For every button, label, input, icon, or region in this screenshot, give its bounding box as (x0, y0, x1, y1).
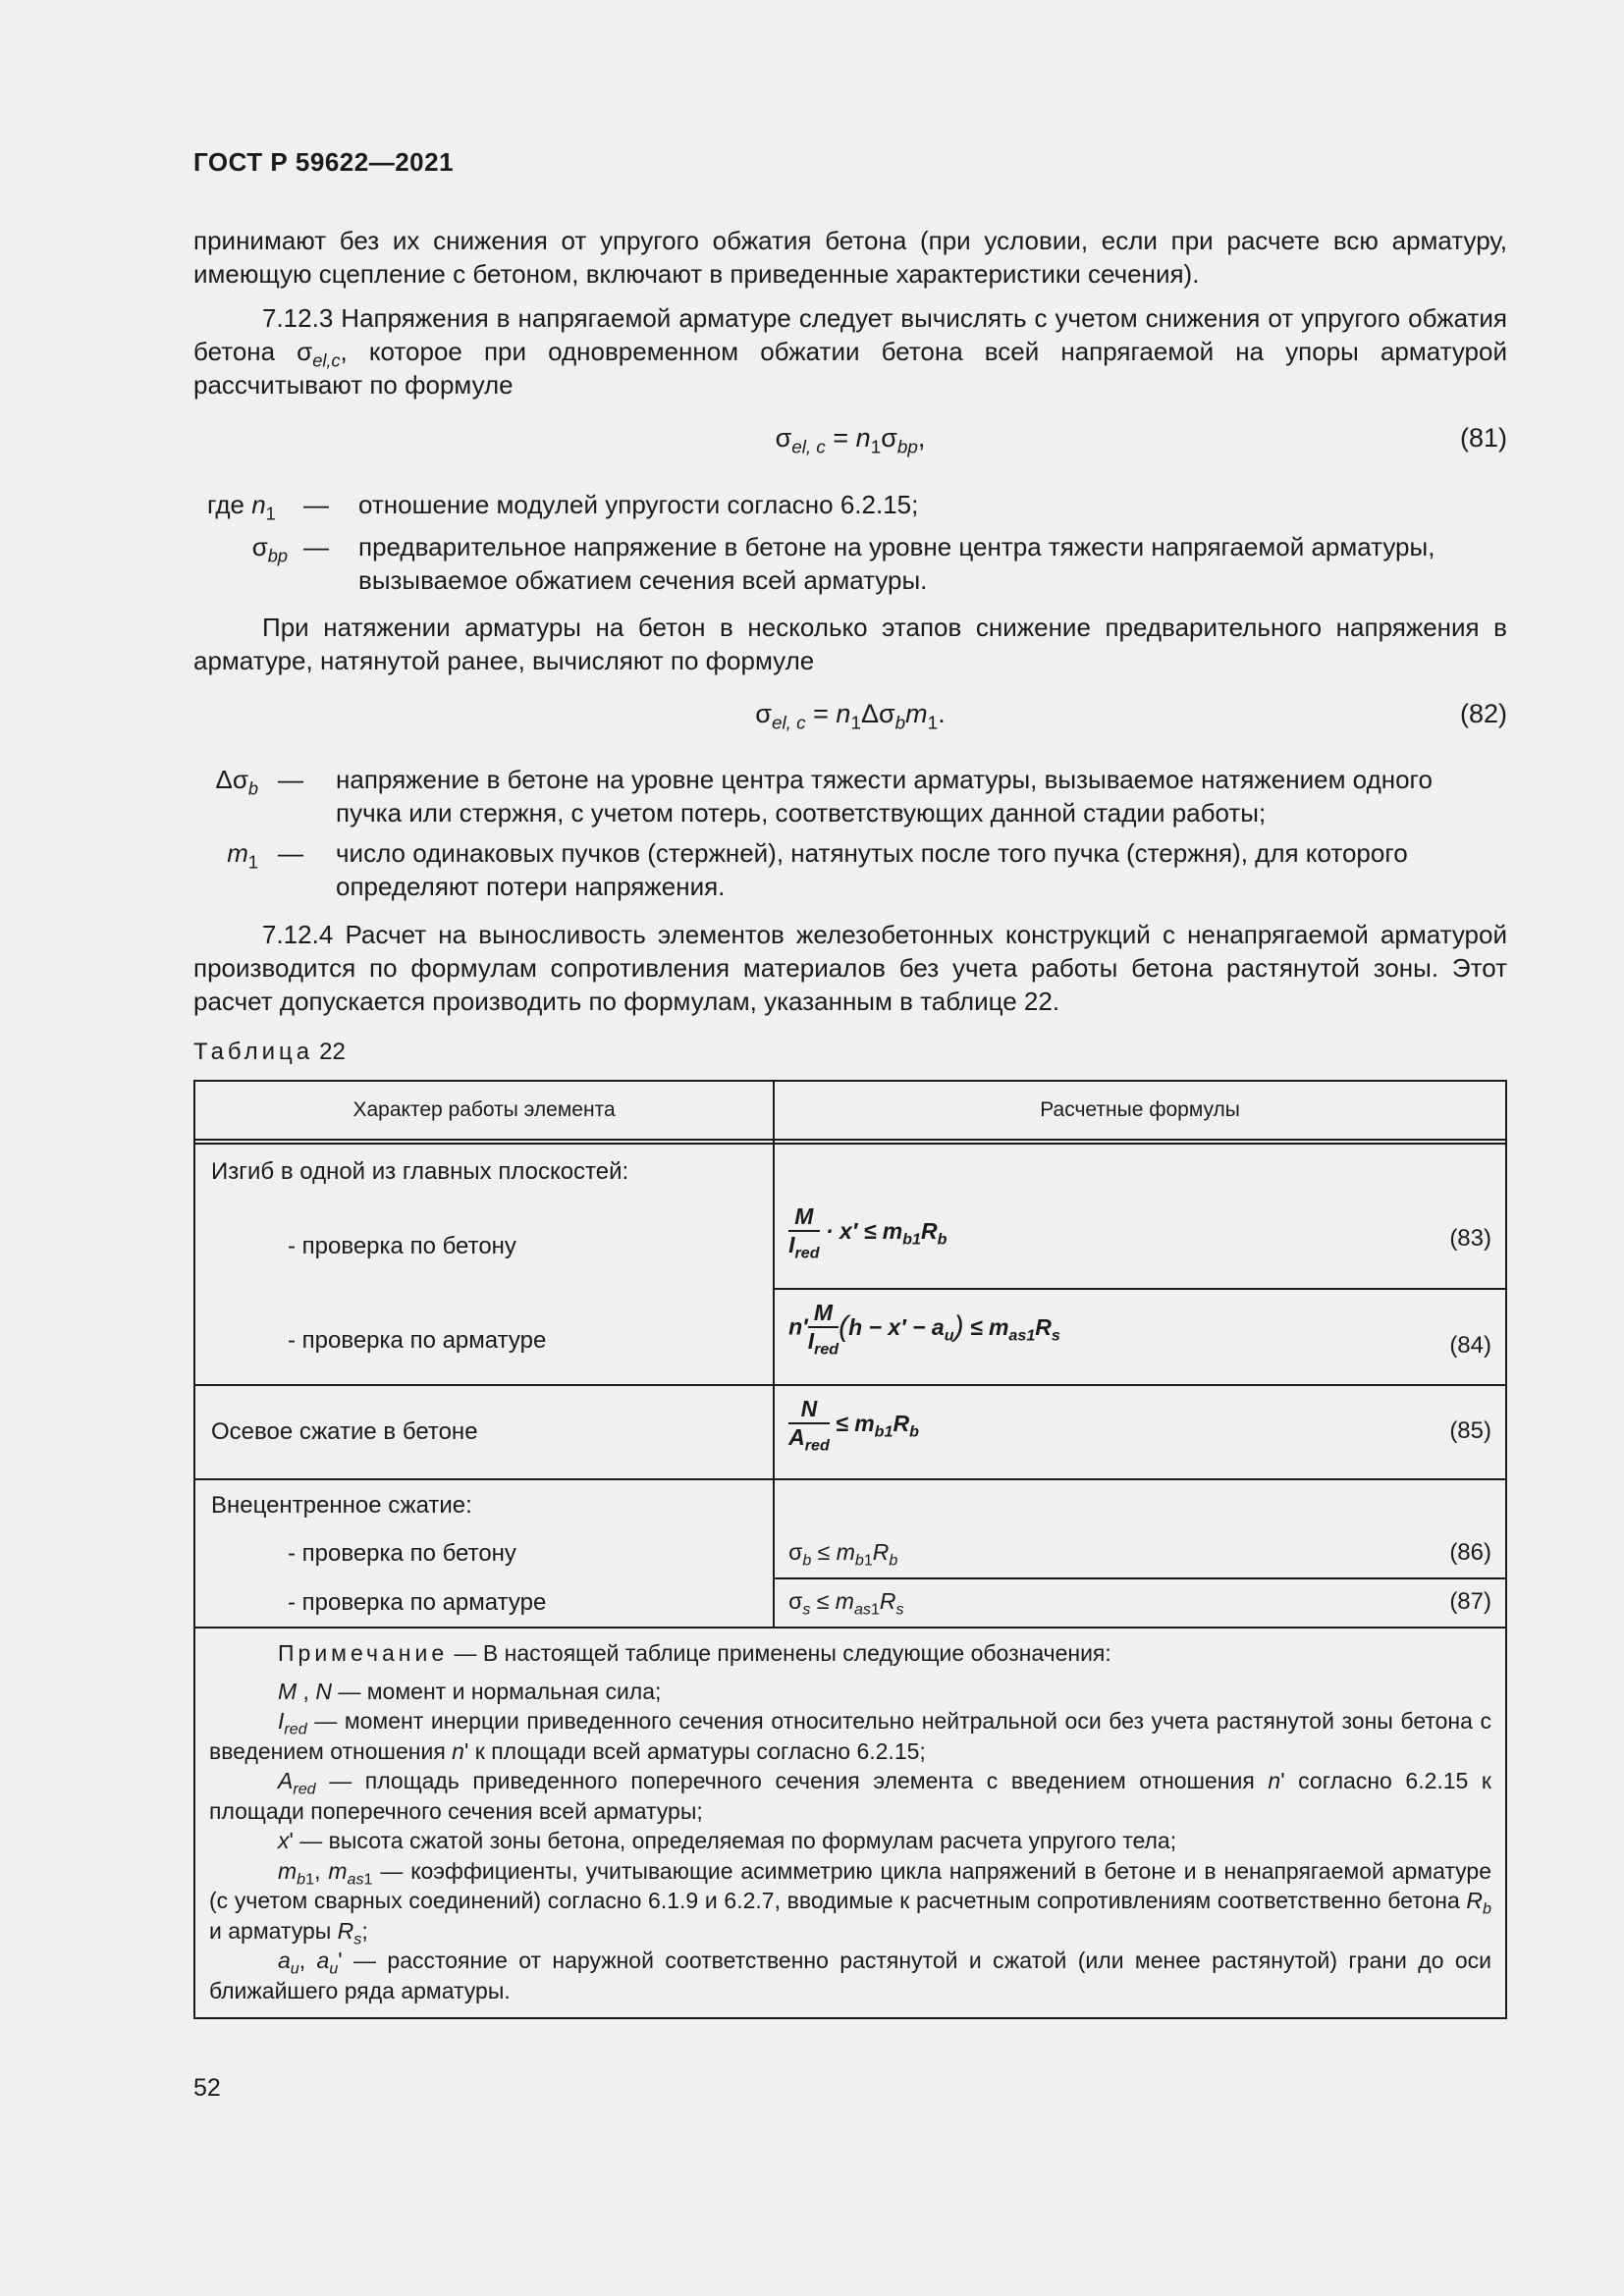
bending-concrete-check: - проверка по бетону (288, 1233, 516, 1259)
equation-81-number: (81) (1459, 423, 1507, 453)
equation-82-number: (82) (1459, 699, 1507, 728)
definition-m1 (193, 836, 1507, 903)
note-line-ared: $A_{red}$ — площадь приведенного поперечного сечения элемента с введением отношения n' согласно 6.2.15 к площади поперечного сечения всей арматуры; (209, 1768, 1491, 1824)
definition-sigma-bp (193, 530, 1507, 597)
definition-symbol: $\sigma_{bp}$ (251, 532, 288, 566)
page-number: 52 (193, 2074, 221, 2102)
note-line-ired: $I_{red}$ — момент инерции приведенного сечения относительно нейтральной оси без учета растянутой зоны бетона с введением отношения n' к площади всей арматуры согласно 6.2.15; (209, 1708, 1491, 1764)
table-22 (193, 1080, 1507, 2019)
axial-title: Осевое сжатие в бетоне (211, 1418, 478, 1445)
note-line-au: $a_u$, $a_u'$ — расстояние от наружной соответственно растянутой и сжатой (или менее растянутой) грани до оси ближайшего ряда арматуры. (209, 1948, 1491, 2003)
formula-87: $\sigma_s \le m_{as1}R_s$ (788, 1588, 904, 1619)
definition-dash: — (303, 532, 329, 561)
formula-83: $\frac{M}{I_{red}}$ · $x' \le m_{b1}R_b$ (788, 1203, 947, 1262)
note-heading: Примечание — В настоящей таблице применены следующие обозначения: (278, 1640, 1111, 1666)
table-header-element-work: Характер работы элемента (194, 1081, 774, 1140)
paragraph-7-12-3: 7.12.3 Напряжения в напрягаемой арматуре следует вычислять с учетом снижения от упругого обжатия бетона $\sigma_{el,c}$, которое при одновременном обжатии бетона всей напрягаемой на упоры арматурой рассчитывают по формуле (193, 303, 1507, 400)
document-header: ГОСТ Р 59622—2021 (193, 147, 455, 177)
bending-rebar-check: - проверка по арматуре (288, 1327, 547, 1354)
definition-symbol: $m_1$ (227, 838, 258, 873)
formula-83-cell (774, 1144, 1506, 1289)
equation-81-formula: $\sigma_{el, c} = n_1\sigma_{bp}$, (775, 423, 926, 458)
note-line-m-n: M , N — момент и нормальная сила; (278, 1678, 662, 1704)
table-note (194, 1628, 1506, 2018)
formula-86: $\sigma_b \le m_{b1}R_b$ (788, 1539, 898, 1570)
definition-text: предварительное напряжение в бетоне на уровне центра тяжести напрягаемой арматуры, вызываемое обжатием сечения всей арматуры. (358, 532, 1435, 595)
formula-84: n′ $\frac{M}{I_{red}}$ $(h - x' - a_u) \le m_{as1}R_s$ (788, 1300, 1060, 1359)
equation-82 (193, 699, 1507, 734)
definition-symbol: где $n_1$ (207, 490, 276, 524)
bending-title: Изгиб в одной из главных плоскостей: (211, 1158, 629, 1185)
definition-dash: — (278, 765, 303, 794)
definition-dash: — (303, 490, 329, 519)
note-line-x: x' — высота сжатой зоны бетона, определяемая по формулам расчета упругого тела; (278, 1828, 1177, 1853)
table-header-formulas: Расчетные формулы (774, 1081, 1506, 1140)
formula-85-cell (774, 1385, 1506, 1479)
eccentric-concrete-check: - проверка по бетону (288, 1540, 516, 1567)
formula-87-cell (774, 1578, 1506, 1628)
formula-84-number: (84) (1449, 1332, 1491, 1360)
eccentric-title: Внецентренное сжатие: (211, 1492, 472, 1519)
row-eccentric-label (194, 1479, 774, 1628)
intro-paragraph: принимают без их снижения от упругого обжатия бетона (при условии, если при расчете всю арматуру, имеющую сцепление с бетоном, включают в приведенные характеристики сечения). (193, 226, 1507, 289)
formula-85: $\frac{N}{A_{red}}$ ≤ $m_{b1}R_b$ (788, 1396, 919, 1455)
formula-83-number: (83) (1449, 1225, 1491, 1252)
formula-85-number: (85) (1449, 1417, 1491, 1444)
definition-text: отношение модулей упругости согласно 6.2.15; (358, 490, 919, 519)
equation-82-formula: $\sigma_{el, c} = n_1\Delta\sigma_bm_1$. (755, 699, 946, 734)
formula-86-cell (774, 1479, 1506, 1578)
note-line-mb1: $m_{b1}$, $m_{as1}$ — коэффициенты, учитывающие асимметрию цикла напряжений в бетоне и в ненапрягаемой арматуре (с учетом сварных соединений) согласно 6.1.9 и 6.2.7, вводимые к расчетным сопротивлениям соответственно бетона $R_b$ и арматуры $R_s$; (209, 1857, 1492, 1949)
row-axial-label (194, 1385, 774, 1479)
equation-81 (193, 423, 1507, 458)
paragraph-7-12-4: 7.12.4 Расчет на выносливость элементов железобетонных конструкций с ненапрягаемой арматурой производится по формулам сопротивления материалов без учета работы бетона растянутой зоны. Этот расчет допускается производить по формулам, указанным в таблице 22. (193, 920, 1507, 1016)
definition-symbol: $\Delta\sigma_b$ (215, 765, 258, 799)
definition-text: число одинаковых пучков (стержней), натянутых после того пучка (стержня), для которого определяют потери напряжения. (336, 838, 1408, 901)
paragraph-stage-tensioning: При натяжении арматуры на бетон в несколько этапов снижение предварительного напряжения в арматуре, натянутой ранее, вычисляют по формуле (193, 613, 1507, 675)
row-bending-label (194, 1144, 774, 1385)
definition-delta-sigma-b (193, 763, 1507, 829)
definition-dash: — (278, 838, 303, 868)
table-caption: Таблица 22 (193, 1039, 346, 1065)
formula-87-number: (87) (1449, 1588, 1491, 1615)
eccentric-rebar-check: - проверка по арматуре (288, 1589, 547, 1616)
definition-text: напряжение в бетоне на уровне центра тяжести арматуры, вызываемое натяжением одного пучка или стержня, с учетом потерь, соответствующих данной стадии работы; (336, 765, 1433, 828)
formula-84-cell (774, 1289, 1506, 1385)
definition-n1 (193, 488, 1507, 524)
formula-86-number: (86) (1449, 1539, 1491, 1566)
